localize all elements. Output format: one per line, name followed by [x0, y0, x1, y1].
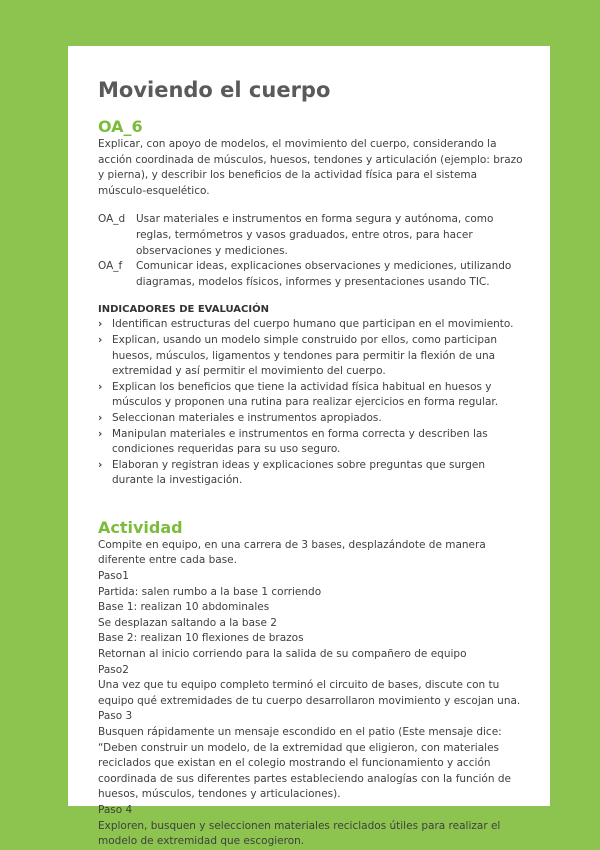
step4-text: Exploren, busquen y seleccionen materiales reciclados útiles para realizar el modelo de extremidad que escogieron.: [98, 819, 501, 848]
step1-line: Partida: salen rumbo a la base 1 corriendo: [98, 585, 322, 598]
page-content: [98, 76, 528, 850]
step1-line: Se desplazan saltando a la base 2: [98, 616, 277, 629]
oa-skill-text: Usar materiales e instrumentos en forma segura y autónoma, como reglas, termómetros y vasos graduados, entre otros, para hacer observaciones y mediciones.: [136, 213, 494, 257]
indicator-item: [98, 427, 528, 458]
indicator-item: [98, 380, 528, 411]
page-title: Moviendo el cuerpo: [98, 78, 331, 102]
indicator-item: [98, 317, 528, 333]
step2-text: Una vez que tu equipo completo terminó el circuito de bases, discute con tu equipo qué extremidades de tu cuerpo desarrollaron movimiento y escojan una.: [98, 679, 521, 707]
indicator-text: Explican los beneficios que tiene la actividad física habitual en huesos y músculos y proponen una rutina para realizar ejercicios en forma regular.: [112, 380, 499, 409]
indicators-heading: INDICADORES DE EVALUACIÓN: [98, 304, 269, 316]
indicator-text: Elaboran y registran ideas y explicaciones sobre preguntas que surgen durante la investigación.: [112, 458, 486, 487]
chevron-right-icon: ›: [98, 333, 103, 346]
oa-skill-row: [98, 212, 528, 259]
step1-line: Retornan al inicio corriendo para la salida de su compañero de equipo: [98, 648, 467, 661]
oa-skill-text: Comunicar ideas, explicaciones observaciones y mediciones, utilizando diagramas, modelos físicos, informes y presentaciones usando TIC.: [136, 260, 512, 288]
indicator-item: [98, 458, 528, 489]
indicator-text: Seleccionan materiales e instrumentos apropiados.: [112, 411, 382, 424]
step-label: Paso 4: [98, 803, 133, 816]
step-label: Paso 3: [98, 710, 133, 723]
oa-skills-list: [98, 212, 528, 290]
chevron-right-icon: ›: [98, 411, 103, 424]
indicator-item: [98, 333, 528, 380]
chevron-right-icon: ›: [98, 318, 103, 331]
oa-skill-code: OA_f: [98, 260, 123, 273]
indicator-text: Manipulan materiales e instrumentos en forma correcta y describen las condiciones requeridas para su uso seguro.: [112, 427, 488, 456]
oa-heading: OA_6: [98, 117, 143, 136]
indicator-text: Explican, usando un modelo simple construido por ellos, como participan huesos, músculos, ligamentos y tendones para permitir la flexión de una extremidad y así permitir el movimiento del cuerpo.: [112, 333, 498, 378]
chevron-right-icon: ›: [98, 458, 103, 471]
step1-line: Base 1: realizan 10 abdominales: [98, 601, 270, 614]
step3-text: Busquen rápidamente un mensaje escondido en el patio (Este mensaje dice: “Deben construir un modelo, de la extremidad que eligieron, con materiales reciclados que existan en el colegio mostrando el funcionamiento y acción coordinada de sus diferentes partes estableciendo analogías con la función de huesos, músculos, tendones y articulaciones).: [98, 726, 511, 801]
indicator-text: Identifican estructuras del cuerpo humano que participan en el movimiento.: [112, 318, 514, 331]
oa-skill-row: [98, 259, 528, 290]
oa-description: Explicar, con apoyo de modelos, el movimiento del cuerpo, considerando la acción coordinada de músculos, huesos, tendones y articulación (ejemplo: brazo y pierna), y describir los beneficios de la actividad física para el sistema músculo-esquelético.: [98, 138, 523, 197]
activity-heading: Actividad: [98, 517, 183, 537]
indicators-list: [98, 317, 528, 489]
indicator-item: [98, 411, 528, 427]
chevron-right-icon: ›: [98, 380, 103, 393]
chevron-right-icon: ›: [98, 427, 103, 440]
step1-line: Base 2: realizan 10 flexiones de brazos: [98, 632, 304, 645]
activity-intro: Compite en equipo, en una carrera de 3 bases, desplazándote de manera diferente entre cada base.: [98, 538, 486, 567]
oa-skill-code: OA_d: [98, 213, 126, 226]
document-page: [68, 46, 550, 848]
step-label: Paso1: [98, 570, 129, 583]
step-label: Paso2: [98, 663, 129, 676]
